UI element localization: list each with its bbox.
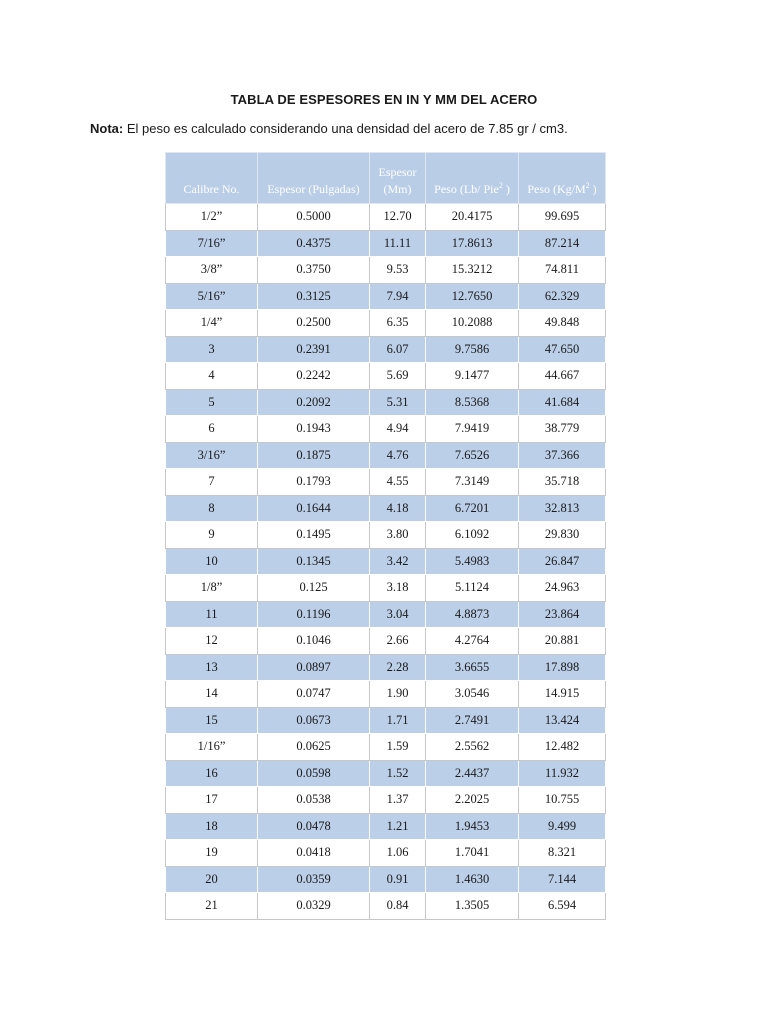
steel-thickness-table — [165, 152, 606, 920]
cell-espesor-mm: 11.11 — [370, 230, 426, 257]
cell-calibre: 3 — [166, 336, 258, 363]
cell-espesor-pulgadas: 0.1046 — [258, 628, 370, 655]
cell-espesor-pulgadas: 0.1793 — [258, 469, 370, 496]
cell-peso-kg-m: 9.499 — [519, 813, 606, 840]
cell-calibre: 6 — [166, 416, 258, 443]
cell-espesor-mm: 4.18 — [370, 495, 426, 522]
cell-peso-lb-pie: 7.6526 — [426, 442, 519, 469]
table-row — [166, 760, 606, 787]
cell-espesor-pulgadas: 0.1943 — [258, 416, 370, 443]
table-row — [166, 893, 606, 920]
table-row — [166, 734, 606, 761]
cell-peso-lb-pie: 1.9453 — [426, 813, 519, 840]
cell-calibre: 20 — [166, 866, 258, 893]
cell-peso-kg-m: 20.881 — [519, 628, 606, 655]
cell-peso-lb-pie: 1.7041 — [426, 840, 519, 867]
cell-calibre: 5 — [166, 389, 258, 416]
cell-espesor-mm: 1.59 — [370, 734, 426, 761]
cell-espesor-pulgadas: 0.1644 — [258, 495, 370, 522]
cell-calibre: 17 — [166, 787, 258, 814]
cell-peso-lb-pie: 5.1124 — [426, 575, 519, 602]
cell-peso-lb-pie: 9.7586 — [426, 336, 519, 363]
cell-espesor-mm: 3.04 — [370, 601, 426, 628]
cell-espesor-pulgadas: 0.0625 — [258, 734, 370, 761]
cell-calibre: 1/4” — [166, 310, 258, 337]
cell-espesor-mm: 3.18 — [370, 575, 426, 602]
cell-peso-lb-pie: 1.3505 — [426, 893, 519, 920]
cell-peso-kg-m: 24.963 — [519, 575, 606, 602]
cell-peso-kg-m: 35.718 — [519, 469, 606, 496]
table-row — [166, 283, 606, 310]
table-row — [166, 495, 606, 522]
cell-peso-lb-pie: 10.2088 — [426, 310, 519, 337]
cell-calibre: 13 — [166, 654, 258, 681]
cell-espesor-pulgadas: 0.0598 — [258, 760, 370, 787]
cell-espesor-pulgadas: 0.0418 — [258, 840, 370, 867]
note-paragraph — [90, 121, 568, 136]
cell-espesor-mm: 1.90 — [370, 681, 426, 708]
cell-peso-kg-m: 87.214 — [519, 230, 606, 257]
cell-calibre: 7 — [166, 469, 258, 496]
cell-peso-lb-pie: 4.2764 — [426, 628, 519, 655]
cell-espesor-pulgadas: 0.2500 — [258, 310, 370, 337]
table-row — [166, 416, 606, 443]
cell-peso-lb-pie: 7.3149 — [426, 469, 519, 496]
cell-calibre: 12 — [166, 628, 258, 655]
cell-espesor-mm: 0.91 — [370, 866, 426, 893]
cell-peso-kg-m: 17.898 — [519, 654, 606, 681]
cell-peso-kg-m: 8.321 — [519, 840, 606, 867]
cell-espesor-pulgadas: 0.0538 — [258, 787, 370, 814]
cell-peso-kg-m: 74.811 — [519, 257, 606, 284]
cell-peso-kg-m: 14.915 — [519, 681, 606, 708]
table-row — [166, 575, 606, 602]
cell-peso-kg-m: 23.864 — [519, 601, 606, 628]
cell-peso-kg-m: 44.667 — [519, 363, 606, 390]
cell-espesor-mm: 1.71 — [370, 707, 426, 734]
cell-espesor-mm: 7.94 — [370, 283, 426, 310]
cell-peso-lb-pie: 1.4630 — [426, 866, 519, 893]
cell-espesor-pulgadas: 0.0673 — [258, 707, 370, 734]
cell-peso-kg-m: 12.482 — [519, 734, 606, 761]
cell-peso-kg-m: 38.779 — [519, 416, 606, 443]
cell-espesor-mm: 6.35 — [370, 310, 426, 337]
cell-calibre: 1/2” — [166, 204, 258, 231]
cell-espesor-pulgadas: 0.2391 — [258, 336, 370, 363]
cell-calibre: 11 — [166, 601, 258, 628]
document-title: TABLA DE ESPESORES EN IN Y MM DEL ACERO — [230, 92, 538, 107]
table-row — [166, 522, 606, 549]
cell-peso-kg-m: 13.424 — [519, 707, 606, 734]
cell-peso-lb-pie: 4.8873 — [426, 601, 519, 628]
cell-calibre: 8 — [166, 495, 258, 522]
cell-espesor-pulgadas: 0.3125 — [258, 283, 370, 310]
cell-espesor-mm: 0.84 — [370, 893, 426, 920]
cell-peso-kg-m: 7.144 — [519, 866, 606, 893]
cell-peso-kg-m: 49.848 — [519, 310, 606, 337]
cell-peso-kg-m: 29.830 — [519, 522, 606, 549]
table-row — [166, 204, 606, 231]
cell-calibre: 15 — [166, 707, 258, 734]
cell-peso-lb-pie: 15.3212 — [426, 257, 519, 284]
table-row — [166, 813, 606, 840]
cell-peso-lb-pie: 9.1477 — [426, 363, 519, 390]
table-header-row — [166, 153, 606, 204]
cell-espesor-mm: 9.53 — [370, 257, 426, 284]
cell-espesor-mm: 2.28 — [370, 654, 426, 681]
cell-peso-kg-m: 6.594 — [519, 893, 606, 920]
cell-espesor-mm: 4.76 — [370, 442, 426, 469]
cell-peso-kg-m: 47.650 — [519, 336, 606, 363]
cell-peso-kg-m: 11.932 — [519, 760, 606, 787]
cell-peso-lb-pie: 2.7491 — [426, 707, 519, 734]
header-espesor-mm: Espesor (Mm) — [370, 153, 426, 204]
cell-espesor-mm: 3.42 — [370, 548, 426, 575]
cell-calibre: 9 — [166, 522, 258, 549]
header-peso-kg-m: Peso ($Kg/M^2$ ) — [519, 153, 606, 204]
cell-espesor-pulgadas: 0.0478 — [258, 813, 370, 840]
table-row — [166, 469, 606, 496]
table-row — [166, 681, 606, 708]
cell-espesor-mm: 6.07 — [370, 336, 426, 363]
cell-calibre: 10 — [166, 548, 258, 575]
cell-espesor-mm: 12.70 — [370, 204, 426, 231]
cell-peso-lb-pie: 6.1092 — [426, 522, 519, 549]
cell-peso-lb-pie: 12.7650 — [426, 283, 519, 310]
cell-peso-lb-pie: 20.4175 — [426, 204, 519, 231]
table-body — [166, 204, 606, 920]
table-row — [166, 310, 606, 337]
table-row — [166, 230, 606, 257]
note-label: Nota: — [90, 121, 124, 136]
cell-peso-lb-pie: 8.5368 — [426, 389, 519, 416]
note-text: El peso es calculado considerando una densidad del acero de 7.85 gr / cm3. — [123, 121, 568, 136]
cell-calibre: 4 — [166, 363, 258, 390]
cell-espesor-pulgadas: 0.0329 — [258, 893, 370, 920]
cell-espesor-mm: 1.52 — [370, 760, 426, 787]
table-row — [166, 601, 606, 628]
header-calibre: Calibre No. — [166, 153, 258, 204]
cell-peso-lb-pie: 2.2025 — [426, 787, 519, 814]
table-row — [166, 840, 606, 867]
cell-calibre: 5/16” — [166, 283, 258, 310]
cell-calibre: 21 — [166, 893, 258, 920]
table-row — [166, 442, 606, 469]
cell-peso-lb-pie: 3.6655 — [426, 654, 519, 681]
cell-espesor-pulgadas: 0.2242 — [258, 363, 370, 390]
cell-calibre: 7/16” — [166, 230, 258, 257]
cell-espesor-pulgadas: 0.0897 — [258, 654, 370, 681]
cell-peso-kg-m: 62.329 — [519, 283, 606, 310]
cell-espesor-mm: 4.55 — [370, 469, 426, 496]
cell-calibre: 1/8” — [166, 575, 258, 602]
cell-peso-lb-pie: 7.9419 — [426, 416, 519, 443]
cell-espesor-pulgadas: 0.125 — [258, 575, 370, 602]
table-row — [166, 363, 606, 390]
cell-peso-kg-m: 37.366 — [519, 442, 606, 469]
cell-calibre: 14 — [166, 681, 258, 708]
cell-espesor-mm: 2.66 — [370, 628, 426, 655]
cell-calibre: 1/16” — [166, 734, 258, 761]
cell-espesor-mm: 5.69 — [370, 363, 426, 390]
table-row — [166, 654, 606, 681]
cell-peso-kg-m: 32.813 — [519, 495, 606, 522]
cell-espesor-mm: 4.94 — [370, 416, 426, 443]
table-row — [166, 336, 606, 363]
cell-espesor-mm: 1.21 — [370, 813, 426, 840]
cell-espesor-pulgadas: 0.4375 — [258, 230, 370, 257]
cell-calibre: 3/8” — [166, 257, 258, 284]
cell-espesor-pulgadas: 0.5000 — [258, 204, 370, 231]
table-row — [166, 707, 606, 734]
cell-espesor-mm: 3.80 — [370, 522, 426, 549]
cell-peso-kg-m: 10.755 — [519, 787, 606, 814]
cell-calibre: 3/16” — [166, 442, 258, 469]
cell-peso-kg-m: 99.695 — [519, 204, 606, 231]
cell-peso-lb-pie: 3.0546 — [426, 681, 519, 708]
header-peso-lb-pie: Peso (Lb/ Pie$^2$ ) — [426, 153, 519, 204]
cell-calibre: 16 — [166, 760, 258, 787]
cell-peso-lb-pie: 17.8613 — [426, 230, 519, 257]
table-row — [166, 389, 606, 416]
table-row — [166, 257, 606, 284]
cell-peso-kg-m: 26.847 — [519, 548, 606, 575]
cell-espesor-mm: 5.31 — [370, 389, 426, 416]
cell-calibre: 19 — [166, 840, 258, 867]
header-espesor-pulgadas: Espesor (Pulgadas) — [258, 153, 370, 204]
cell-peso-kg-m: 41.684 — [519, 389, 606, 416]
cell-peso-lb-pie: 5.4983 — [426, 548, 519, 575]
cell-calibre: 18 — [166, 813, 258, 840]
cell-peso-lb-pie: 2.5562 — [426, 734, 519, 761]
table-row — [166, 787, 606, 814]
cell-espesor-pulgadas: 0.1495 — [258, 522, 370, 549]
cell-espesor-pulgadas: 0.1875 — [258, 442, 370, 469]
cell-peso-lb-pie: 6.7201 — [426, 495, 519, 522]
table-row — [166, 866, 606, 893]
cell-espesor-pulgadas: 0.1196 — [258, 601, 370, 628]
cell-espesor-mm: 1.06 — [370, 840, 426, 867]
table-row — [166, 628, 606, 655]
cell-espesor-pulgadas: 0.0359 — [258, 866, 370, 893]
cell-espesor-pulgadas: 0.3750 — [258, 257, 370, 284]
cell-espesor-pulgadas: 0.1345 — [258, 548, 370, 575]
cell-peso-lb-pie: 2.4437 — [426, 760, 519, 787]
cell-espesor-pulgadas: 0.0747 — [258, 681, 370, 708]
table-row — [166, 548, 606, 575]
cell-espesor-pulgadas: 0.2092 — [258, 389, 370, 416]
cell-espesor-mm: 1.37 — [370, 787, 426, 814]
